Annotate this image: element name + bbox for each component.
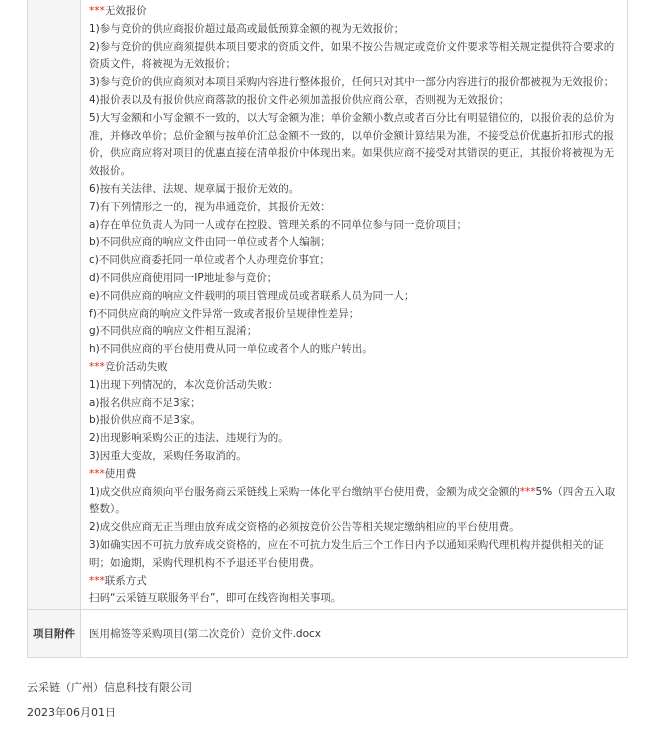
failure-item-1: 1)出现下列情况的，本次竞价活动失败：	[89, 378, 279, 391]
failure-heading: ***竞价活动失败	[89, 360, 168, 373]
invalid-quote-item-3: 3)参与竞价的供应商须对本项目采购内容进行整体报价，任何只对其中一部分内容进行的报价都被视为无效报价；	[89, 76, 615, 89]
failure-item-2: 2)出现影响采购公正的违法、违规行为的。	[89, 432, 289, 445]
collusion-item-d: d)不同供应商使用同一IP地址参与竞价；	[89, 271, 278, 284]
attachment-file-link[interactable]: 医用棉签等采购项目(第二次竞价）竞价文件.docx	[89, 628, 322, 640]
announcement-content	[89, 3, 623, 608]
contact-text: 扫码“云采链互联服务平台”，即可在线咨询相关事项。	[89, 592, 342, 605]
invalid-quote-item-1: 1)参与竞价的供应商报价超过最高或最低预算金额的视为无效报价；	[89, 22, 405, 35]
announcement-table	[27, 0, 628, 658]
failure-item-3: 3)因重大变故，采购任务取消的。	[89, 449, 247, 462]
invalid-quote-item-6: 6)按有关法律、法规、规章属于报价无效的。	[89, 182, 300, 195]
invalid-quote-heading: ***无效报价	[89, 5, 147, 17]
fee-item-3: 3)如确实因不可抗力放弃成交资格的，应在不可抗力发生后三个工作日内予以通知采购代理机构并提供相关的证明；如逾期，采购代理机构不予退还平台使用费。	[89, 538, 604, 569]
contact-heading: ***联系方式	[89, 574, 147, 587]
invalid-quote-item-7: 7)有下列情形之一的，视为串通竞价，其报价无效：	[89, 200, 331, 213]
collusion-item-f: f)不同供应商的响应文件异常一致或者报价呈规律性差异；	[89, 307, 360, 320]
label-column	[28, 0, 81, 657]
fee-item-1: 1)成交供应商须向平台服务商云采链线上采购一体化平台缴纳平台使用费，金额为成交金额的***5%（四舍五入取整数）。	[89, 485, 616, 516]
collusion-item-b: b)不同供应商的响应文件由同一单位或者个人编制；	[89, 236, 331, 249]
marker: ***	[89, 467, 105, 480]
attachment-label: 项目附件	[33, 627, 75, 640]
failure-item-b: b)报价供应商不足3家。	[89, 414, 201, 427]
marker: ***	[89, 574, 105, 587]
invalid-quote-item-4: 4)报价表以及有报价供应商落款的报价文件必须加盖报价供应商公章，否则视为无效报价；	[89, 93, 510, 106]
marker: ***	[89, 5, 105, 17]
collusion-item-a: a)存在单位负责人为同一人或存在控股、管理关系的不同单位参与同一竞价项目；	[89, 218, 468, 231]
marker: ***	[519, 485, 536, 498]
collusion-item-e: e)不同供应商的响应文件载明的项目管理成员或者联系人员为同一人；	[89, 289, 415, 302]
failure-item-a: a)报名供应商不足3家；	[89, 396, 201, 409]
collusion-item-h: h)不同供应商的平台使用费从同一单位或者个人的账户转出。	[89, 343, 373, 356]
collusion-item-g: g)不同供应商的响应文件相互混淆；	[89, 325, 258, 338]
footer-date: 2023年06月01日	[27, 706, 116, 719]
footer-company: 云采链（广州）信息科技有限公司	[27, 681, 192, 694]
invalid-quote-item-5: 5)大写金额和小写金额不一致的，以大写金额为准；单价金额小数点或者百分比有明显错位的，以报价表的总价为准，并修改单价；总价金额与按单价汇总金额不一致的，以单价金额计算结果为准，不接受总价优惠折扣形式的报价，供应商应将对项目的优惠直接在清单报价中体现出来。如果供应商不接受对其错误的更正，其报价将被视为无效报价。	[89, 111, 615, 178]
fee-item-2: 2)成交供应商无正当理由放弃成交资格的必须按竞价公告等相关规定缴纳相应的平台使用费。	[89, 521, 520, 534]
collusion-item-c: c)不同供应商委托同一单位或者个人办理竞价事宜；	[89, 254, 330, 267]
invalid-quote-item-2: 2)参与竞价的供应商须提供本项目要求的资质文件，如果不按公告规定或竞价文件要求等相关规定提供符合要求的资质文件，将被视为无效报价；	[89, 40, 615, 71]
fee-heading: ***使用费	[89, 467, 137, 480]
marker: ***	[89, 360, 105, 373]
